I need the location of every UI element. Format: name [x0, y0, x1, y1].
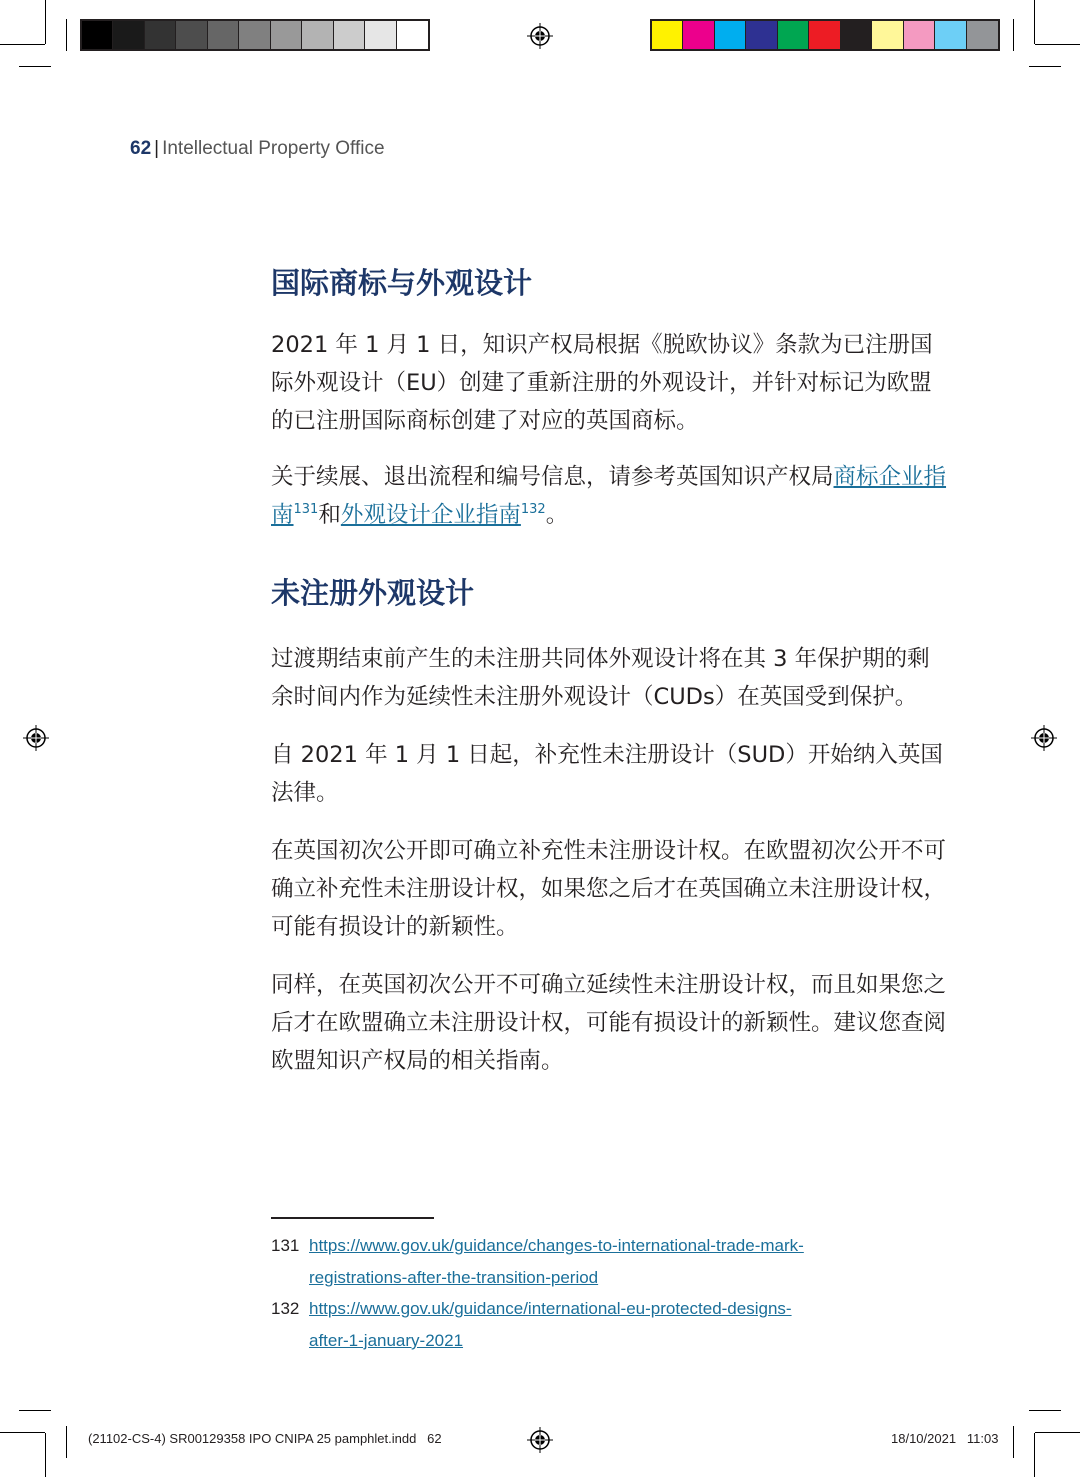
- paragraph-text: 关于续展、退出流程和编号信息，请参考英国知识产权局: [271, 464, 834, 490]
- footnote-132: [271, 1293, 921, 1357]
- color-swatch: [176, 21, 207, 49]
- crop-mark: [1013, 1426, 1014, 1458]
- color-swatch: [208, 21, 239, 49]
- paragraph-text: 和: [318, 502, 341, 528]
- color-swatch: [778, 21, 809, 49]
- color-swatch: [809, 21, 840, 49]
- page-number: 62: [130, 138, 152, 159]
- paragraph: 同样，在英国初次公开不可确立延续性未注册设计权，而且如果您之后才在欧盟确立未注册设计权，可能有损设计的新颖性。建议您查阅欧盟知识产权局的相关指南。: [271, 972, 947, 1074]
- crop-mark: [1035, 44, 1080, 45]
- registration-mark-icon: [527, 23, 553, 49]
- color-swatch: [715, 21, 746, 49]
- crop-mark: [0, 44, 45, 45]
- paragraph: 自 2021 年 1 月 1 日起，补充性未注册设计（SUD）开始纳入英国法律。: [271, 742, 943, 806]
- registration-mark-icon: [1031, 725, 1057, 751]
- color-swatch: [365, 21, 396, 49]
- footnote-link-131[interactable]: [309, 1230, 921, 1294]
- crop-mark: [1034, 1433, 1035, 1477]
- crop-mark: [0, 1432, 45, 1433]
- registration-mark-icon: [527, 1427, 553, 1453]
- color-swatch: [302, 21, 333, 49]
- crop-mark: [19, 1410, 51, 1411]
- footnote-number: 131: [271, 1236, 300, 1255]
- color-swatch: [683, 21, 714, 49]
- footnote-131: [271, 1230, 921, 1294]
- process-color-bar: [650, 19, 1000, 51]
- color-swatch: [652, 21, 683, 49]
- crop-mark: [1035, 1432, 1080, 1433]
- footnote-url-line: registrations-after-the-transition-period: [309, 1268, 599, 1287]
- color-swatch: [239, 21, 270, 49]
- footnote-url-line: https://www.gov.uk/guidance/international-eu-protected-designs-: [309, 1299, 792, 1318]
- grayscale-color-bar: [80, 19, 430, 51]
- color-swatch: [904, 21, 935, 49]
- footnote-ref-131[interactable]: 131: [293, 502, 319, 517]
- crop-mark: [1029, 66, 1061, 67]
- registration-mark-icon: [23, 725, 49, 751]
- paragraph-text: 。: [545, 502, 569, 528]
- header-organization: Intellectual Property Office: [162, 138, 385, 159]
- footnote-number: 132: [271, 1299, 300, 1318]
- footnote-url-line: https://www.gov.uk/guidance/changes-to-international-trade-mark-: [309, 1236, 804, 1255]
- slug-date-time: 18/10/2021 11:03: [891, 1431, 999, 1446]
- crop-mark: [45, 1433, 46, 1477]
- color-swatch: [841, 21, 872, 49]
- header-separator: |: [154, 138, 160, 159]
- crop-mark: [45, 0, 46, 44]
- paragraph: 过渡期结束前产生的未注册共同体外观设计将在其 3 年保护期的剩余时间内作为延续性未注册外观设计（CUDs）在英国受到保护。: [271, 646, 930, 710]
- color-swatch: [746, 21, 777, 49]
- color-swatch: [967, 21, 998, 49]
- crop-mark: [1013, 19, 1014, 51]
- crop-mark: [66, 1426, 67, 1458]
- running-header: [130, 138, 385, 160]
- crop-mark: [1034, 0, 1035, 44]
- trademark-guide-link[interactable]: 商标企业指南: [271, 464, 947, 528]
- slug-file-info: (21102-CS-4) SR00129358 IPO CNIPA 25 pamphlet.indd 62: [88, 1431, 442, 1446]
- paragraph: 在英国初次公开即可确立补充性未注册设计权。在欧盟初次公开不可确立补充性未注册设计权，如果您之后才在英国确立未注册设计权，可能有损设计的新颖性。: [271, 838, 947, 940]
- crop-mark: [19, 66, 51, 67]
- color-swatch: [935, 21, 966, 49]
- paragraph: 2021 年 1 月 1 日，知识产权局根据《脱欧协议》条款为已注册国际外观设计（EU）创建了重新注册的外观设计，并针对标记为欧盟的已注册国际商标创建了对应的英国商标。: [271, 332, 933, 434]
- footnote-url-line: after-1-january-2021: [309, 1331, 464, 1350]
- color-swatch: [82, 21, 113, 49]
- crop-mark: [1029, 1410, 1061, 1411]
- color-swatch: [271, 21, 302, 49]
- color-swatch: [334, 21, 365, 49]
- paragraph-with-links: [271, 458, 951, 534]
- footnote-rule: [271, 1217, 434, 1219]
- design-guide-link[interactable]: 外观设计企业指南: [340, 502, 521, 528]
- section-heading-unregistered: 未注册外观设计: [271, 576, 475, 610]
- crop-mark: [66, 19, 67, 51]
- footnote-link-132[interactable]: [309, 1293, 921, 1357]
- footnote-ref-132[interactable]: 132: [520, 502, 546, 517]
- color-swatch: [397, 21, 428, 49]
- section-heading-international: 国际商标与外观设计: [271, 266, 533, 300]
- color-swatch: [872, 21, 903, 49]
- main-content: [271, 262, 951, 1080]
- color-swatch: [145, 21, 176, 49]
- color-swatch: [113, 21, 144, 49]
